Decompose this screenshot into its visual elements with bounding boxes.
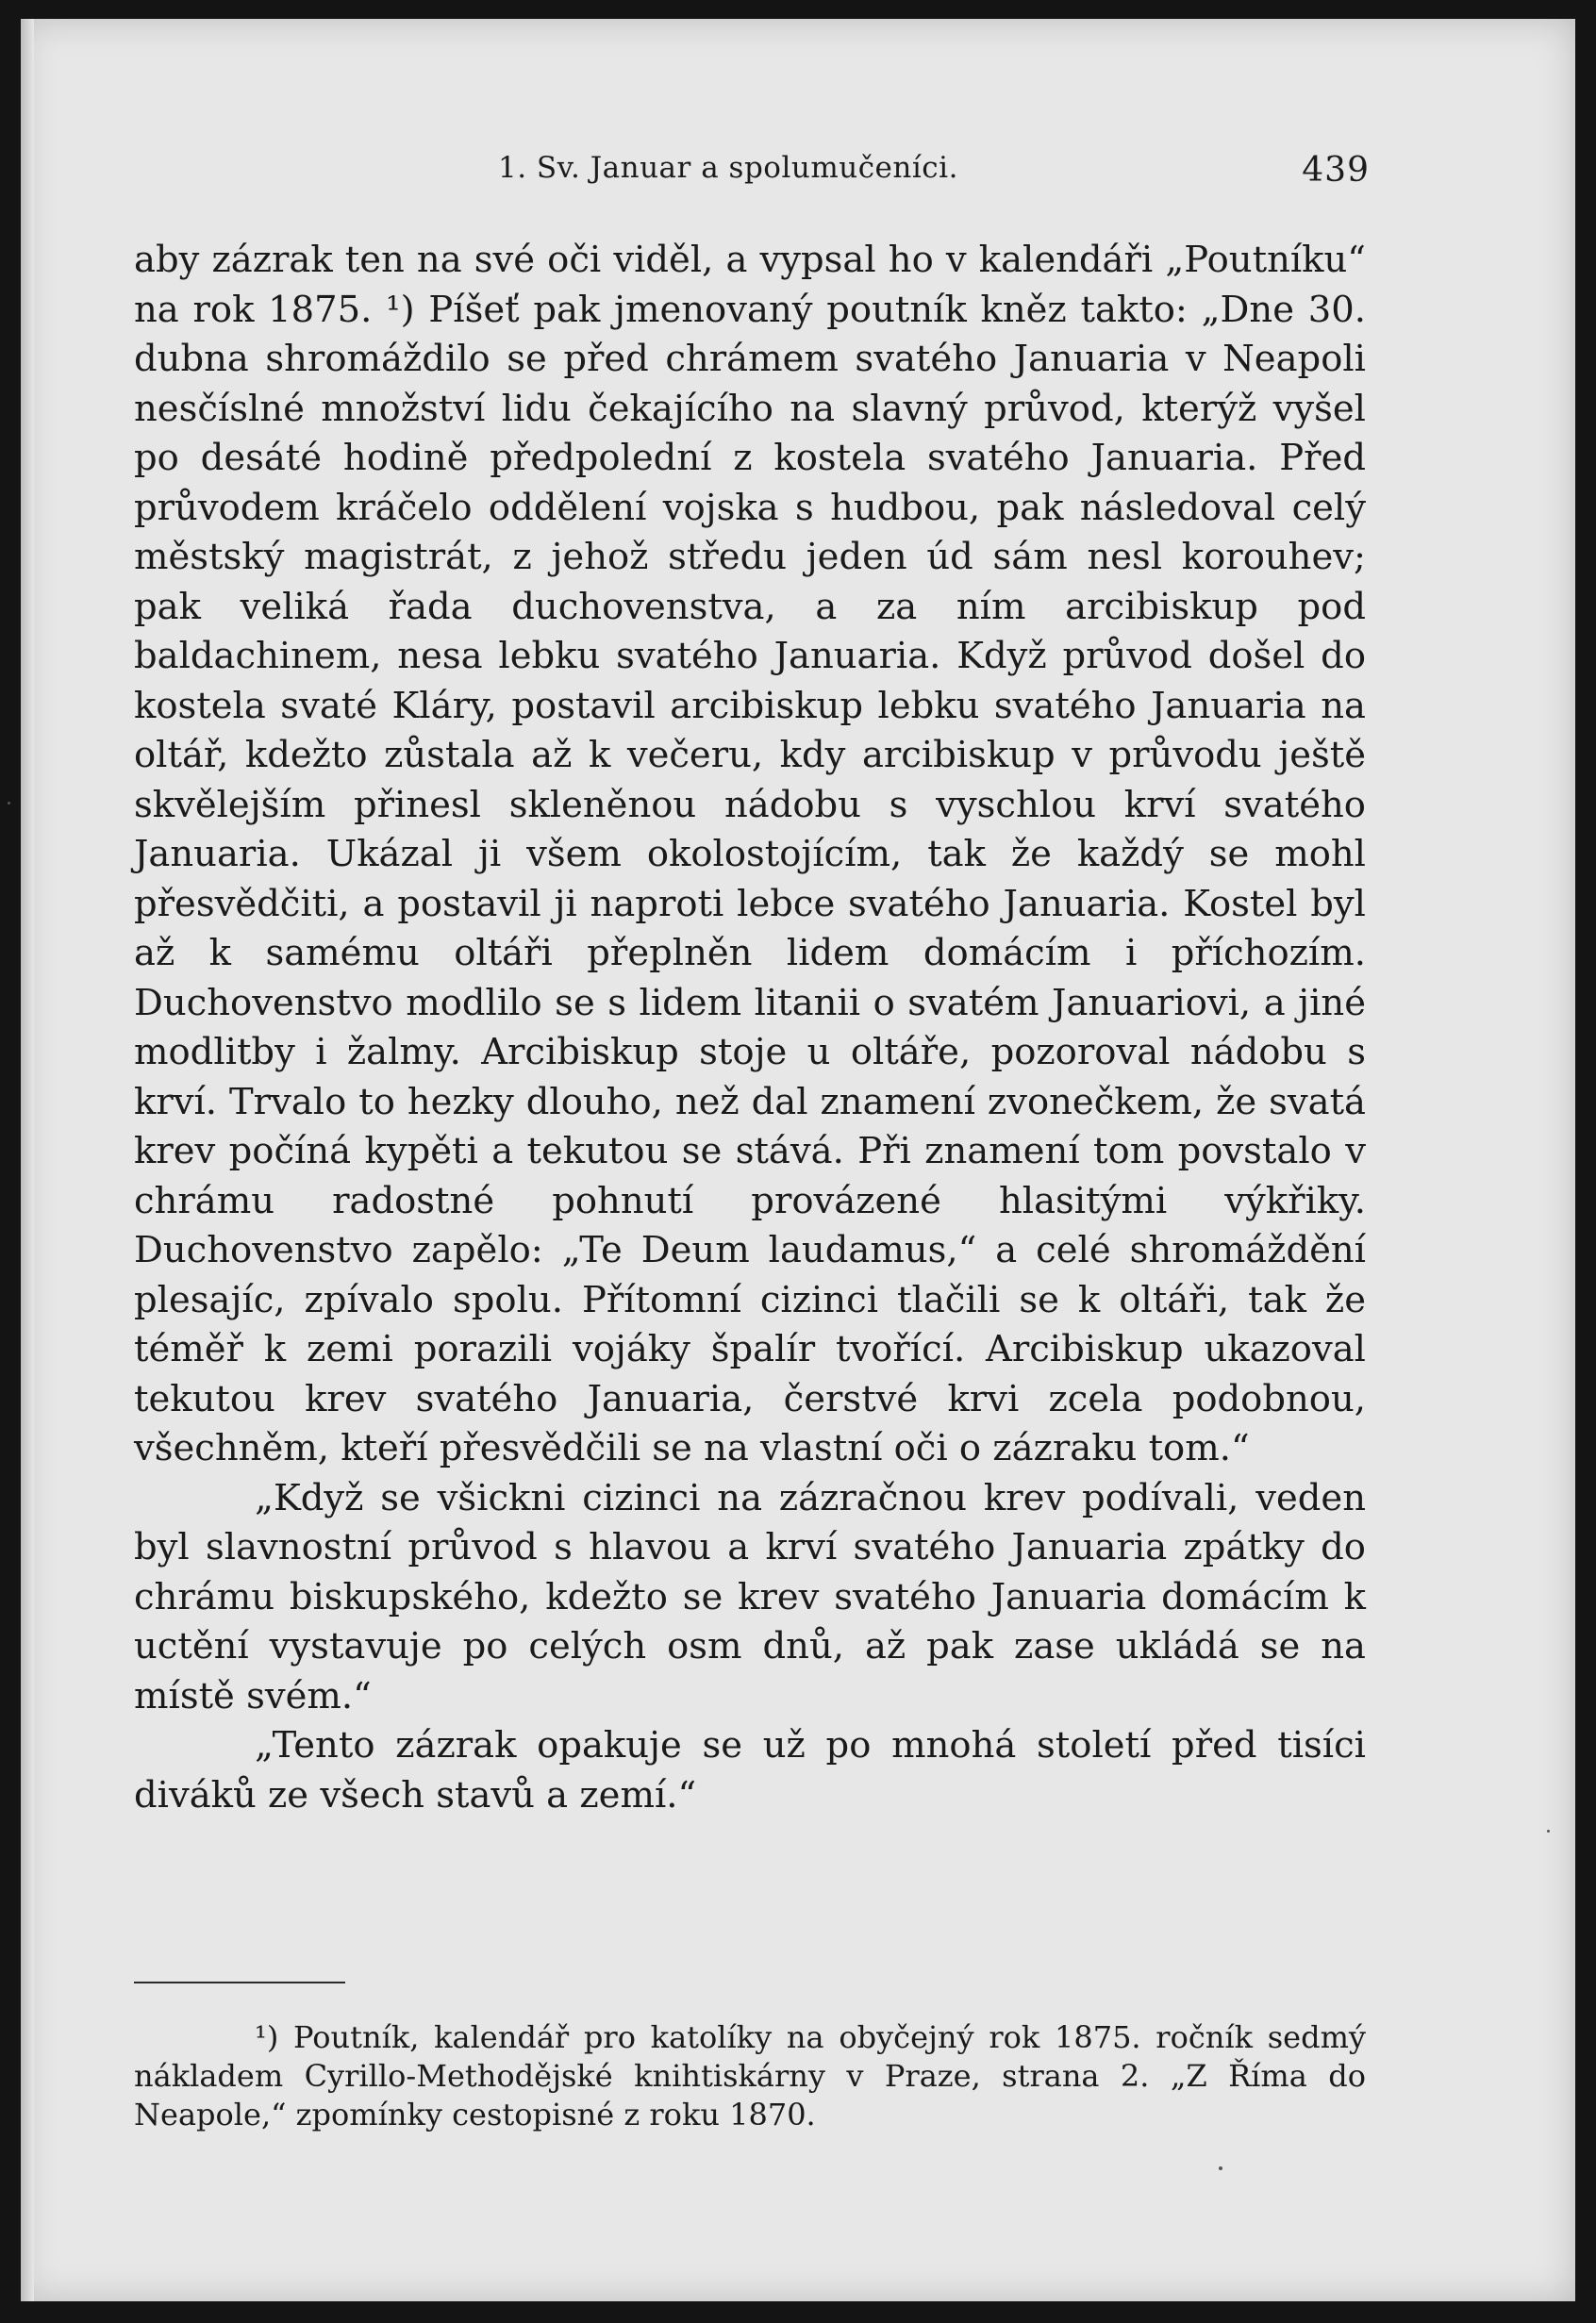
dust-speck <box>1219 2166 1222 2170</box>
paragraph-3: „Tento zázrak opakuje se už po mnohá století před tisíci diváků ze všech stavů a zemí.“ <box>134 1724 1366 1817</box>
page-edge <box>21 19 34 2301</box>
footnote-separator <box>134 1982 345 1983</box>
paragraph-2: „Když se všickni cizinci na zázračnou krev podívali, veden byl slavnostní průvod s hlavou a krví svatého Januaria zpátky do chrámu biskupského, kdežto se krev svatého Januaria domácím k uctění vystavuje po celých osm dnů, až pak zase ukládá se na místě svém.“ <box>134 1476 1366 1717</box>
body-text <box>134 236 1366 1820</box>
paragraph-1: aby zázrak ten na své oči viděl, a vypsal ho v kalendáři „Poutníku“ na rok 1875. ¹) Píšeť pak jmenovaný poutník kněz takto: „Dne 30. dubna shromáždilo se před chrámem svatého Januaria v Neapoli nesčíslné množství lidu čekajícího na slavný průvod, kterýž vyšel po desáté hodině předpolední z kostela svatého Januaria. Před průvodem kráčelo oddělení vojska s hudbou, pak následoval celý městský magistrát, z jehož středu jeden úd sám nesl korouhev; pak veliká řada duchovenstva, a za ním arcibiskup pod baldachinem, nesa lebku svatého Januaria. Když průvod došel do kostela svaté Kláry, postavil arcibiskup lebku svatého Januaria na oltář, kdežto zůstala až k večeru, kdy arcibiskup v průvodu ještě skvělejším přinesl skleněnou nádobu s vyschlou krví svatého Januaria. Ukázal ji všem okolostojícím, tak že každý se mohl přesvědčiti, a postavil ji naproti lebce svatého Januaria. Kostel byl až k samému oltáři přeplněn lidem domácím i příchozím. Duchovenstvo modlilo se s lidem litanii o svatém Januariovi, a jiné modlitby i žalmy. Arcibiskup stoje u oltáře, pozoroval nádobu s krví. Trvalo to hezky dlouho, než dal znamení zvonečkem, že svatá krev počíná kypěti a tekutou se stává. Při znamení tom povstalo v chrámu radostné pohnutí provázené hlasitými výkřiky. Duchovenstvo zapělo: „Te Deum laudamus,“ a celé shromáždění plesajíc, zpívalo spolu. Přítomní cizinci tlačili se k oltáři, tak že téměř k zemi porazili vojáky špalír tvořící. Arcibiskup ukazoval tekutou krev svatého Januaria, čerstvé krvi zcela podobnou, všechněm, kteří přesvědčili se na vlastní oči o zázraku tom.“ <box>134 239 1366 1469</box>
dust-speck <box>1547 1830 1550 1833</box>
footnote: ¹) Poutník, kalendář pro katolíky na obyčejný rok 1875. ročník sedmý nákladem Cyrillo-Methodějské knihtiskárny v Praze, strana 2. „Z Říma do Neapole,“ zpomínky cestopisné z roku 1870. <box>134 2019 1366 2132</box>
page-number: 439 <box>1302 151 1370 190</box>
page-header <box>483 143 1370 200</box>
running-head: 1. Sv. Januar a spolumučeníci. <box>498 151 958 185</box>
dust-speck <box>8 802 10 805</box>
